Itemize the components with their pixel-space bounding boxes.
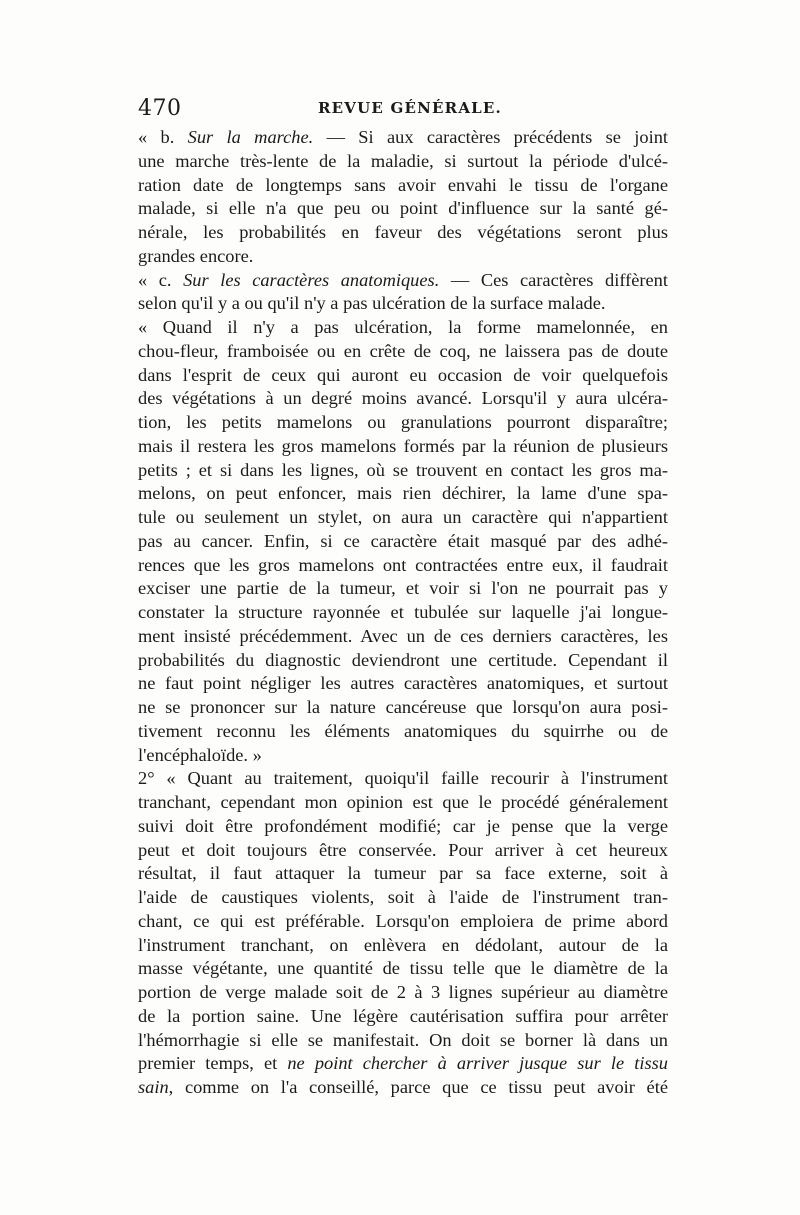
text-line: [138, 934, 668, 958]
text-line: [138, 767, 668, 791]
text-run: ration date de longtemps sans avoir envahi le tissu de l'organe: [138, 174, 668, 195]
text-line: [138, 981, 668, 1005]
text-run: tivement reconnu les éléments anatomiques du squirrhe ou de: [138, 720, 668, 741]
text-run: , comme on l'a conseillé, parce que ce tissu peut avoir été: [168, 1077, 668, 1097]
text-line: [138, 126, 668, 150]
text-run: petits ; et si dans les lignes, où se trouvent en contact les gros ma-: [138, 459, 668, 480]
text-run: suivi doit être profondément modifié; car je pense que la verge: [138, 815, 668, 836]
body-text: [138, 126, 668, 1100]
text-run: 2° « Quant au traitement, quoiqu'il faille recourir à l'instrument: [138, 768, 668, 789]
text-run: « c.: [138, 269, 184, 290]
page-header: [138, 96, 668, 126]
text-line: [138, 862, 668, 886]
text-run: exciser une partie de la tumeur, et voir si l'on ne pourrait pas y: [138, 578, 668, 599]
text-run: constater la structure rayonnée et tubulée sur laquelle j'ai longue-: [138, 602, 668, 622]
text-run: l'hémorrhagie si elle se manifestait. On doit se borner là dans un: [138, 1029, 668, 1050]
text-line: [138, 1029, 668, 1053]
text-run: l'encéphaloïde. »: [138, 744, 262, 765]
text-line: [138, 815, 668, 839]
text-line: [138, 411, 668, 435]
text-line: [138, 554, 668, 578]
text-run: premier temps, et: [138, 1053, 288, 1074]
text-run: de la portion saine. Une légère cautérisation suffira pour arrêter: [138, 1005, 668, 1026]
text-line: [138, 839, 668, 863]
text-run: « Quand il n'y a pas ulcération, la forme mamelonnée, en: [138, 317, 668, 337]
text-run: tule ou seulement un stylet, on aura un caractère qui n'appartient: [138, 507, 668, 527]
text-line: [138, 744, 668, 768]
text-run: masse végétante, une quantité de tissu telle que le diamètre de la: [138, 958, 668, 979]
text-run: l'instrument tranchant, on enlèvera en dédolant, autour de la: [138, 934, 668, 955]
text-line: [138, 601, 668, 625]
text-run: grandes encore.: [138, 245, 254, 266]
text-line: [138, 150, 668, 174]
text-line: [138, 387, 668, 411]
text-run: chou-fleur, framboisée ou en crête de coq, ne laissera pas de doute: [138, 340, 668, 361]
text-line: [138, 174, 668, 198]
text-run: tion, les petits mamelons ou granulations pourront disparaître;: [138, 412, 668, 432]
text-run: des végétations à un degré moins avancé. Lorsqu'il y aura ulcéra-: [138, 388, 668, 409]
text-run: melons, on peut enfoncer, mais rien déchirer, la lame d'une spa-: [138, 483, 668, 504]
text-run: résultat, il faut attaquer la tumeur par sa face externe, soit à: [138, 863, 668, 884]
text-run: chant, ce qui est préférable. Lorsqu'on emploiera de prime abord: [138, 910, 668, 931]
text-line: [138, 316, 668, 340]
text-line: [138, 340, 668, 364]
text-run: mais il restera les gros mamelons formés par la réunion de plusieurs: [138, 435, 668, 456]
text-run: dans l'esprit de ceux qui auront eu occasion de voir quelquefois: [138, 364, 668, 385]
text-line: [138, 957, 668, 981]
text-run: probabilités du diagnostic deviendront une certitude. Cependant il: [138, 649, 668, 670]
text-line: [138, 364, 668, 388]
text-line: [138, 292, 668, 316]
text-run: l'aide de caustiques violents, soit à l'aide de l'instrument tran-: [138, 887, 668, 907]
text-line: [138, 886, 668, 910]
italic-text-run: ne point chercher à arriver jusque sur le tissu: [287, 1053, 668, 1074]
text-line: [138, 1005, 668, 1029]
text-run: malade, si elle n'a que peu ou point d'influence sur la santé gé-: [138, 198, 668, 219]
text-line: [138, 696, 668, 720]
text-run: tranchant, cependant mon opinion est que le procédé généralement: [138, 792, 668, 812]
text-run: — Ces caractères diffèrent: [439, 269, 668, 290]
text-line: [138, 435, 668, 459]
text-line: [138, 506, 668, 530]
italic-text-run: Sur les caractères anatomiques.: [183, 269, 440, 290]
text-run: ment insisté précédemment. Avec un de ces derniers caractères, les: [138, 625, 668, 646]
text-line: [138, 720, 668, 744]
text-run: selon qu'il y a ou qu'il n'y a pas ulcération de la surface malade.: [138, 293, 606, 314]
page-number: 470: [138, 96, 182, 121]
text-line: [138, 1076, 668, 1100]
text-line: [138, 530, 668, 554]
text-line: [138, 459, 668, 483]
text-run: ne se prononcer sur la nature cancéreuse que lorsqu'on aura posi-: [138, 697, 668, 717]
text-run: peut et doit toujours être conservée. Pour arriver à cet heureux: [138, 839, 668, 860]
text-line: [138, 482, 668, 506]
text-run: nérale, les probabilités en faveur des végétations seront plus: [138, 222, 668, 242]
italic-text-run: Sur la marche.: [187, 127, 314, 147]
text-line: [138, 791, 668, 815]
text-run: ne faut point négliger les autres caractères anatomiques, et surtout: [138, 673, 668, 694]
text-line: [138, 910, 668, 934]
text-line: [138, 1052, 668, 1076]
text-line: [138, 245, 668, 269]
text-line: [138, 221, 668, 245]
text-run: pas au cancer. Enfin, si ce caractère était masqué par des adhé-: [138, 530, 668, 551]
text-line: [138, 197, 668, 221]
text-run: rences que les gros mamelons ont contractées entre eux, il faudrait: [138, 554, 668, 575]
running-title: REVUE GÉNÉRALE.: [318, 99, 502, 117]
text-run: portion de verge malade soit de 2 à 3 lignes supérieur au diamètre: [138, 982, 668, 1002]
italic-text-run: sain: [138, 1077, 169, 1097]
text-line: [138, 625, 668, 649]
text-run: une marche très-lente de la maladie, si surtout la période d'ulcé-: [138, 150, 668, 171]
text-line: [138, 577, 668, 601]
text-run: — Si aux caractères précédents se joint: [313, 127, 668, 147]
text-line: [138, 649, 668, 673]
text-run: « b.: [138, 127, 188, 147]
text-line: [138, 269, 668, 293]
text-line: [138, 672, 668, 696]
